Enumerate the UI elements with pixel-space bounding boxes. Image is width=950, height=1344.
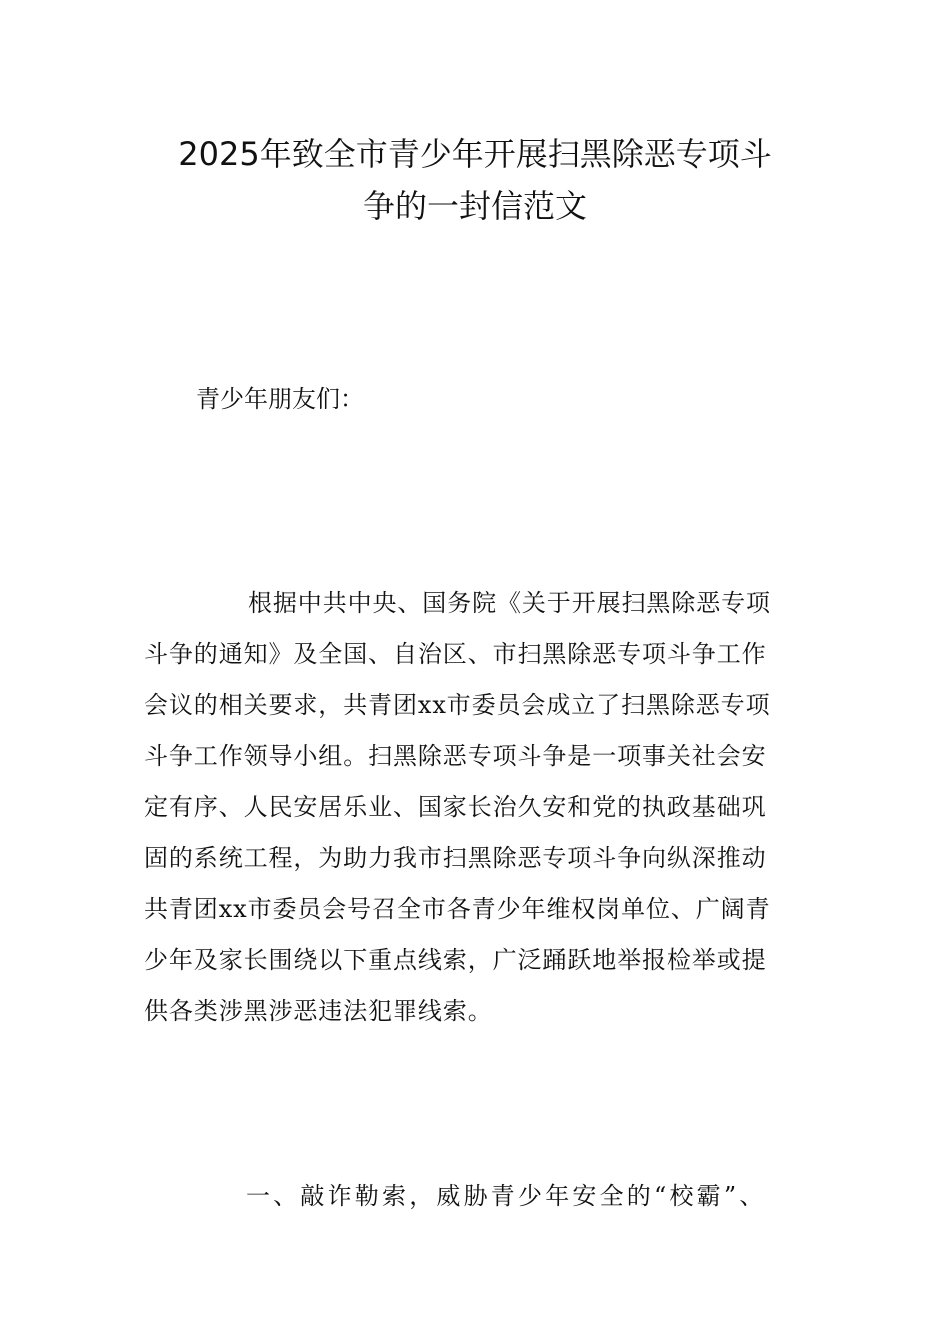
paragraph-line: 根据中共中央、国务院《关于开展扫黑除恶专项 — [248, 589, 771, 617]
paragraph-line: 会议的相关要求，共青团xx市委员会成立了扫黑除恶专项 — [144, 691, 771, 719]
paragraph-line: 共青团xx市委员会号召全市各青少年维权岗单位、广阔青 — [144, 895, 771, 923]
paragraph-line: 斗争工作领导小组。扫黑除恶专项斗争是一项事关社会安 — [144, 742, 767, 770]
body-paragraph — [144, 578, 806, 1037]
paragraph-line: 斗争的通知》及全国、自治区、市扫黑除恶专项斗争工作 — [144, 640, 767, 668]
document-title — [100, 128, 850, 232]
paragraph-line: 固的系统工程，为助力我市扫黑除恶专项斗争向纵深推动 — [144, 844, 767, 872]
title-line-2: 争的一封信范文 — [362, 187, 587, 225]
title-line-1: 2025年致全市青少年开展扫黑除恶专项斗 — [178, 135, 772, 173]
paragraph-line: 供各类涉黑涉恶违法犯罪线索。 — [144, 997, 493, 1025]
section-heading-1: 一、敲诈勒索，威胁青少年安全的“校霸”、 — [246, 1182, 767, 1210]
salutation: 青少年朋友们： — [196, 385, 364, 413]
paragraph-line: 定有序、人民安居乐业、国家长治久安和党的执政基础巩 — [144, 793, 767, 821]
paragraph-line: 少年及家长围绕以下重点线索，广泛踊跃地举报检举或提 — [144, 946, 767, 974]
